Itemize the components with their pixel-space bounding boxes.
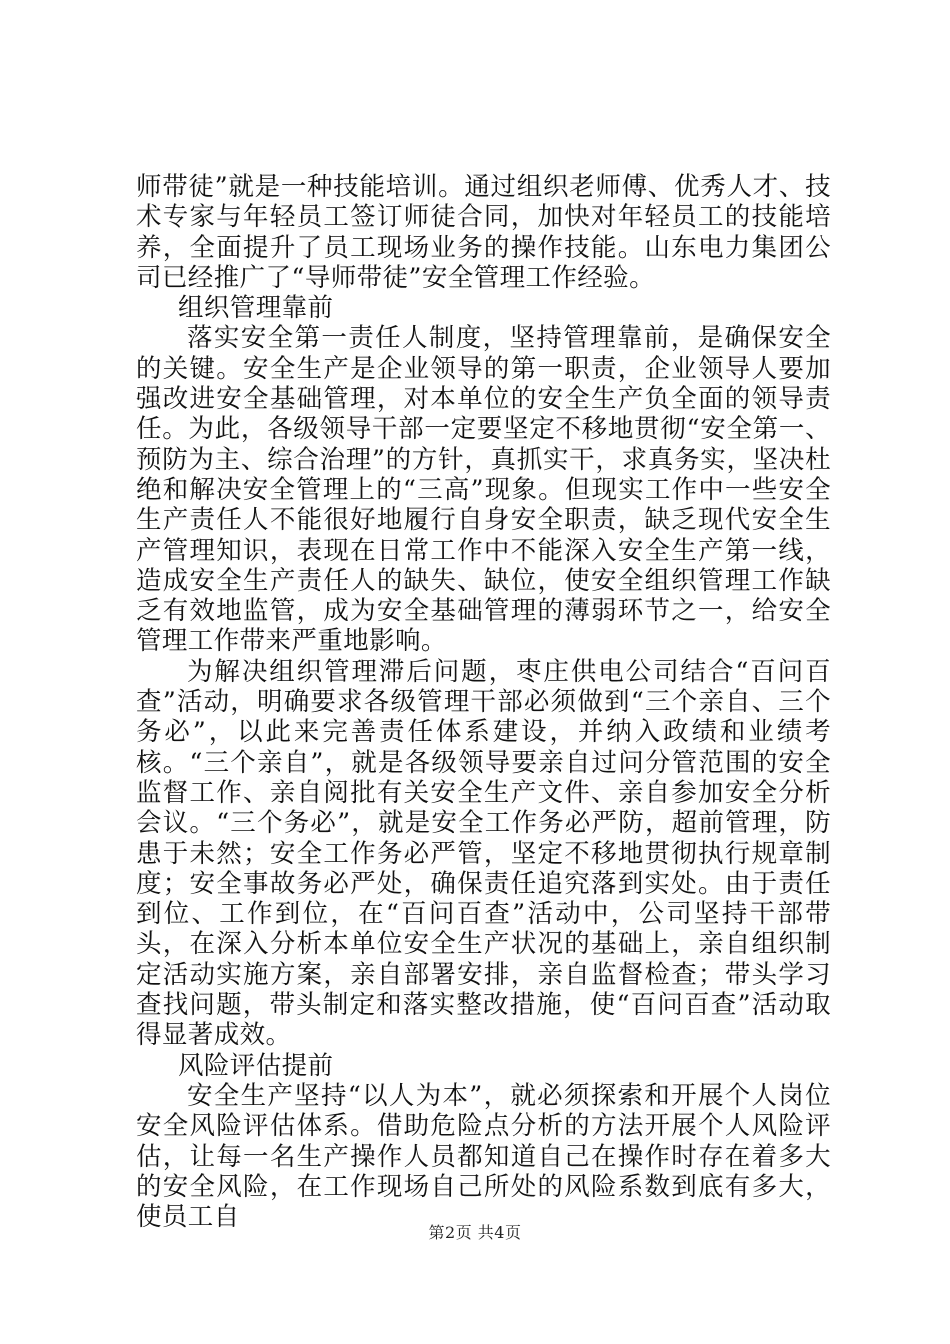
paragraph: 师带徒”就是一种技能培训。通过组织老师傅、优秀人才、技术专家与年轻员工签订师徒合同，加快对年轻员工的技能培养，全面提升了员工现场业务的操作技能。山东电力集团公司已经推广了“导师带徒”安全管理工作经验。	[136, 172, 831, 293]
page-footer	[0, 1223, 950, 1243]
page-number-indicator: 第2页 共4页	[428, 1223, 522, 1242]
section-heading: 组织管理靠前	[178, 293, 334, 324]
paragraph: 落实安全第一责任人制度，坚持管理靠前，是确保安全的关键。安全生产是企业领导的第一职责，企业领导人要加强改进安全基础管理，对本单位的安全生产负全面的领导责任。为此，各级领导干部一定要坚定不移地贯彻“安全第一、预防为主、综合治理”的方针，真抓实干，求真务实，坚决杜绝和解决安全管理上的“三高”现象。但现实工作中一些安全生产责任人不能很好地履行自身安全职责，缺乏现代安全生产管理知识，表现在日常工作中不能深入安全生产第一线，造成安全生产责任人的缺失、缺位，使安全组织管理工作缺乏有效地监管，成为安全基础管理的薄弱环节之一，给安全管理工作带来严重地影响。	[136, 323, 831, 657]
document-body	[136, 172, 831, 1232]
paragraph: 为解决组织管理滞后问题，枣庄供电公司结合“百问百查”活动，明确要求各级管理干部必须做到“三个亲自、三个务必”，以此来完善责任体系建设，并纳入政绩和业绩考核。“三个亲自”，就是各级领导要亲自过问分管范围的安全监督工作、亲自阅批有关安全生产文件、亲自参加安全分析会议。“三个务必”，就是安全工作务必严防，超前管理，防患于未然；安全工作务必严管，坚定不移地贯彻执行规章制度；安全事故务必严处，确保责任追究落到实处。由于责任到位、工作到位，在“百问百查”活动中，公司坚持干部带头，在深入分析本单位安全生产状况的基础上，亲自组织制定活动实施方案，亲自部署安排，亲自监督检查；带头学习查找问题，带头制定和落实整改措施，使“百问百查”活动取得显著成效。	[136, 656, 831, 1051]
section-heading: 风险评估提前	[178, 1050, 334, 1081]
paragraph: 安全生产坚持“以人为本”，就必须探索和开展个人岗位安全风险评估体系。借助危险点分析的方法开展个人风险评估，让每一名生产操作人员都知道自己在操作时存在着多大的安全风险，在工作现场自己所处的风险系数到底有多大，使员工自	[136, 1080, 831, 1233]
